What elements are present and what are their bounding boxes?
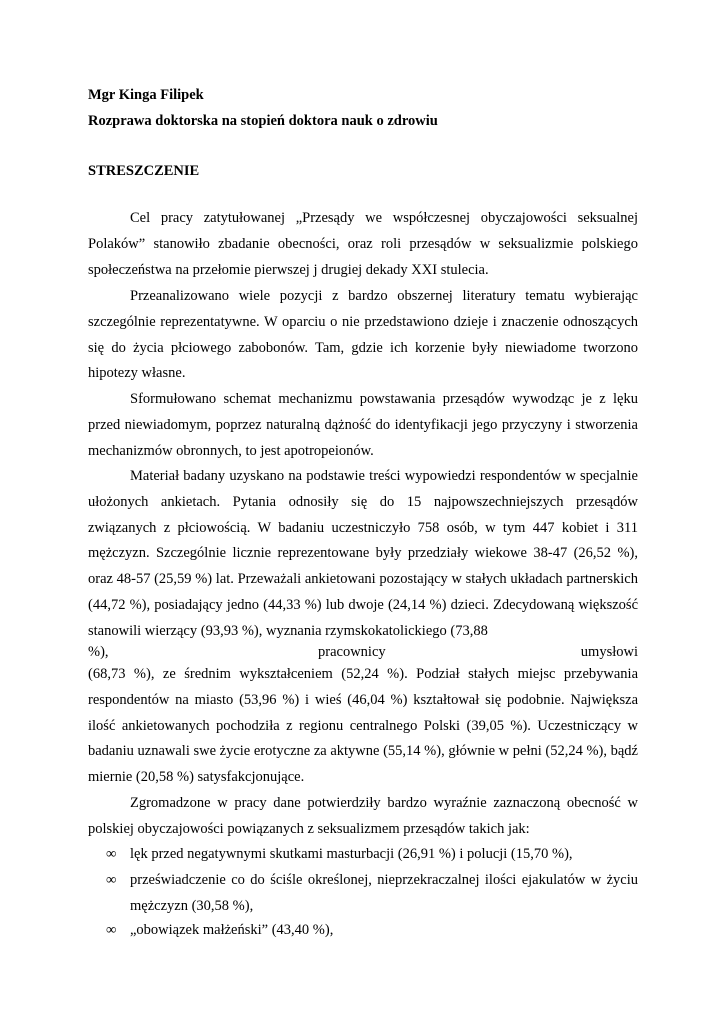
thesis-title: Rozprawa doktorska na stopień doktora nauk o zdrowiu <box>88 113 438 129</box>
paragraph-conclusion: Zgromadzone w pracy dane potwierdziły bardzo wyraźnie zaznaczoną obecność w polskiej obyczajowości powiązanych z seksualizmem przesądów takich jak: <box>88 795 638 837</box>
list-item-text: „obowiązek małżeński” (43,40 %), <box>130 922 334 938</box>
split-line-part3: umysłowi <box>580 644 638 660</box>
paragraph-literature: Przeanalizowano wiele pozycji z bardzo obszernej literatury tematu wybierając szczególnie reprezentatywne. W oparciu o nie przedstawiono dzieje i znaczenie odnoszących się do życia płciowego zabobonów. Tam, gdzie ich korzenie były niewiadome tworzono hipotezy własne. <box>88 288 638 382</box>
paragraph-mechanism: Sformułowano schemat mechanizmu powstawania przesądów wywodząc je z lęku przed niewiadomym, poprzez naturalną dążność do identyfikacji jego przyczyny i stworzenia mechanizmów obronnych, to jest apotropeionów. <box>88 391 638 459</box>
split-line-part1: %), <box>88 644 109 660</box>
paragraph-material: Materiał badany uzyskano na podstawie treści wypowiedzi respondentów w specjalnie ułożonych ankietach. Pytania odnosiły się do 15 najpowszechniejszych przesądów związanych z płciowością. W badaniu uczestniczyło 758 osób, w tym 447 kobiet i 311 mężczyzn. Szczególnie licznie reprezentowane były przedziały wiekowe 38-47 (26,52 %), oraz 48-57 (25,59 %) lat. Przeważali ankietowani pozostający w stałych układach partnerskich (44,72 %), posiadający jedno (44,33 %) lub dwoje (24,14 %) dzieci. Zdecydowaną większość stanowili wierzący (93,93 %), wyznania rzymskokatolickiego (73,88 <box>88 468 638 639</box>
infinity-bullet-icon: ∞ <box>106 872 117 888</box>
infinity-bullet-icon: ∞ <box>106 922 117 938</box>
split-line-part2: pracownicy <box>318 644 386 660</box>
paragraph-continuation: (68,73 %), ze średnim wykształceniem (52,24 %). Podział stałych miejsc przebywania respondentów na miasto (53,96 %) i wieś (46,04 %) kształtował się podobnie. Największa ilość ankietowanych pochodziła z regionu centralnego Polski (39,05 %). Uczestniczący w badaniu uznawali swe życie erotyczne za aktywne (55,14 %), głównie w pełni (52,24 %), bądź miernie (20,58 %) satysfakcjonujące. <box>88 666 638 786</box>
list-item-text: lęk przed negatywnymi skutkami masturbacji (26,91 %) i polucji (15,70 %), <box>130 846 573 862</box>
list-item-text: przeświadczenie co do ściśle określonej, nieprzekraczalnej ilości ejakulatów w życiu mężczyzn (30,58 %), <box>130 872 638 914</box>
list-item <box>88 868 638 920</box>
infinity-bullet-icon: ∞ <box>106 846 117 862</box>
section-heading: STRESZCZENIE <box>88 163 200 179</box>
paragraph-aim: Cel pracy zatytułowanej „Przesądy we współczesnej obyczajowości seksualnej Polaków” stanowiło zbadanie obecności, oraz roli przesądów w seksualizmie polskiego społeczeństwa na przełomie pierwszej j drugiej dekady XXI stulecia. <box>88 210 638 278</box>
author-name: Mgr Kinga Filipek <box>88 87 204 103</box>
